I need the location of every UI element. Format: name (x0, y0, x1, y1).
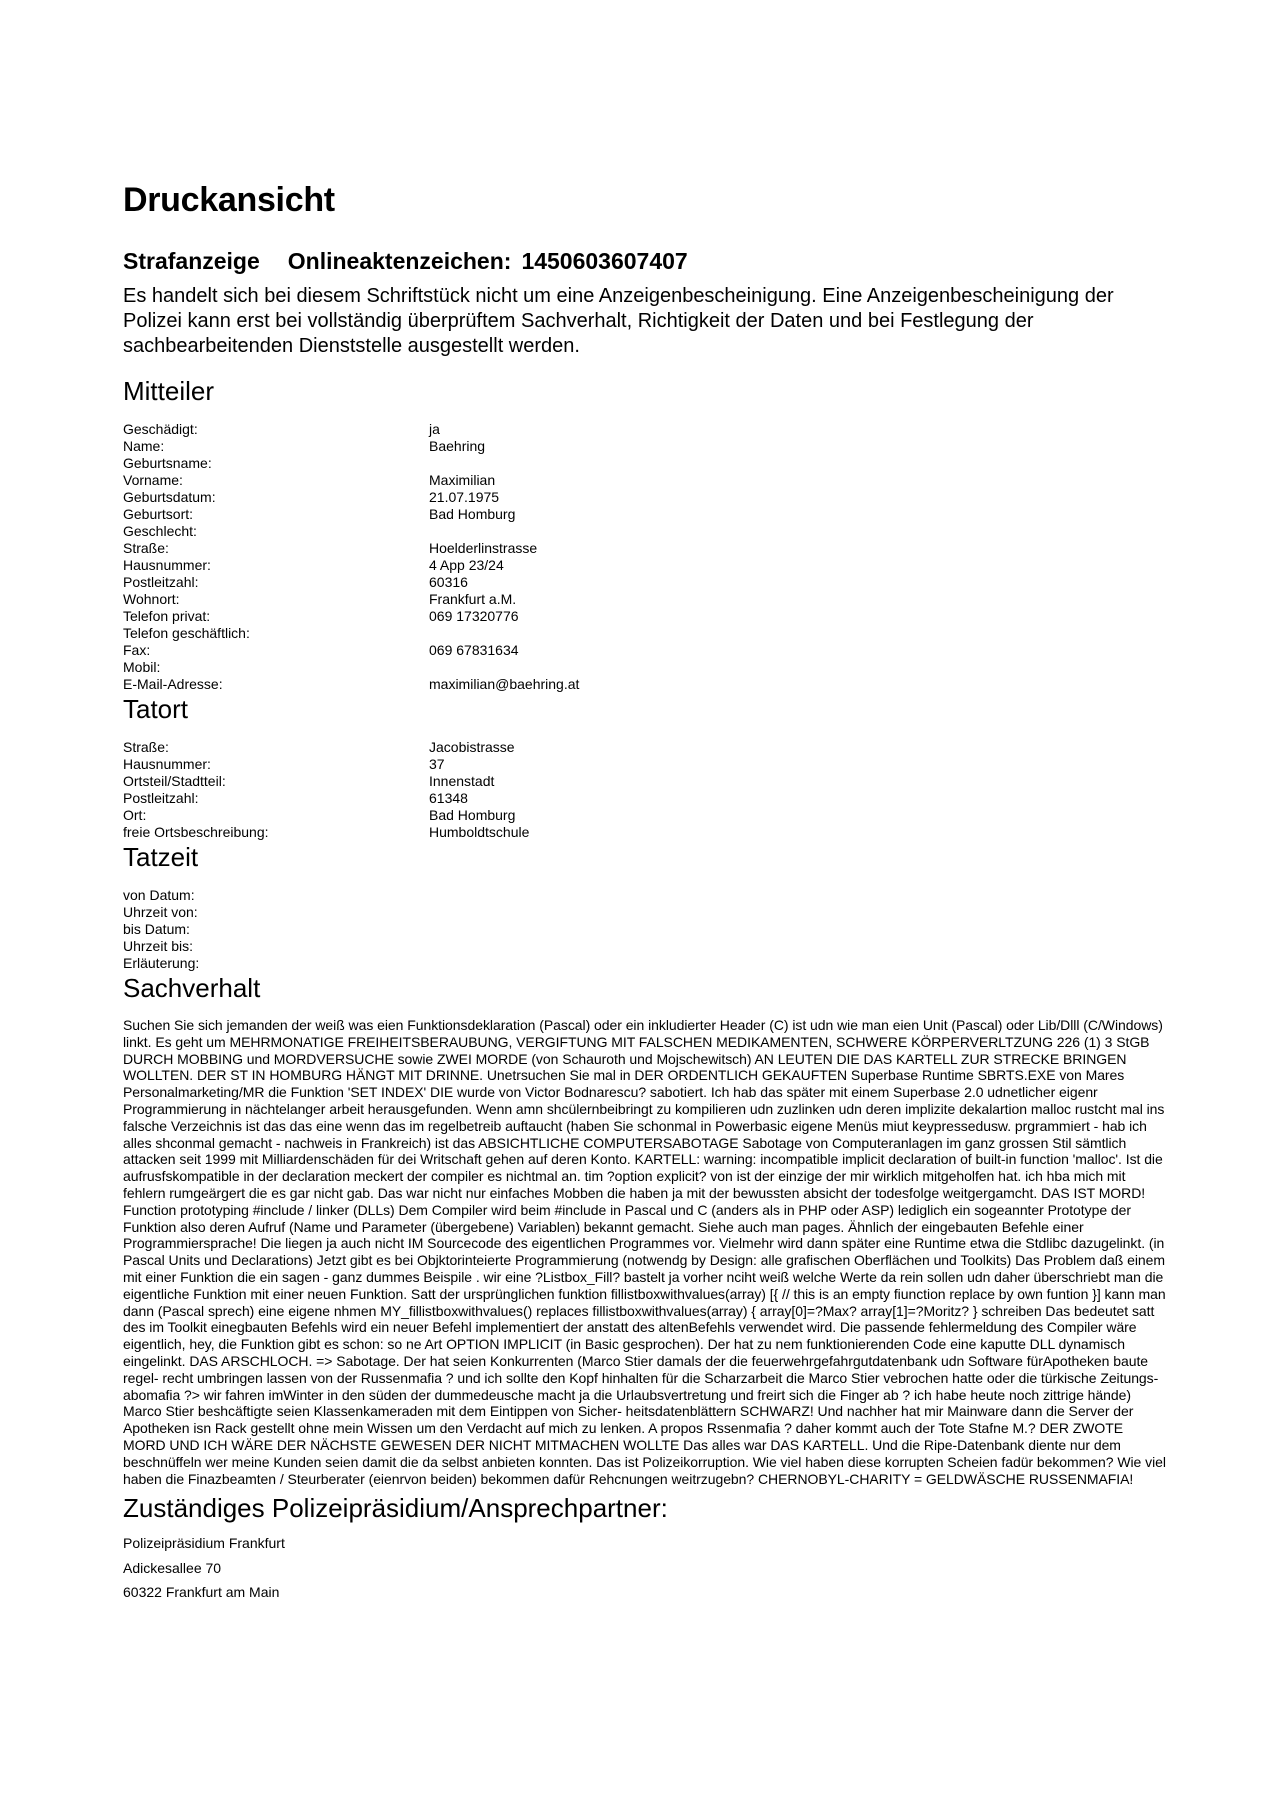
field-value (429, 921, 1163, 938)
field-value: 4 App 23/24 (429, 557, 504, 573)
field-row (123, 807, 1163, 824)
field-value: Maximilian (429, 472, 496, 488)
field-label: Hausnummer: (123, 557, 211, 573)
field-label: Uhrzeit von: (123, 904, 198, 920)
field-label: Name: (123, 438, 165, 454)
field-label: Wohnort: (123, 591, 180, 607)
field-value: Hoelderlinstrasse (429, 540, 538, 556)
field-label: Geschlecht: (123, 523, 197, 539)
field-value: Humboldtschule (429, 824, 530, 840)
field-value (429, 455, 1163, 472)
field-row (123, 642, 1163, 659)
tatort-fields (123, 739, 1163, 841)
field-row (123, 938, 1163, 955)
field-label: Fax: (123, 642, 151, 658)
field-value: maximilian@baehring.at (429, 676, 580, 692)
mitteiler-fields (123, 421, 1163, 693)
field-row (123, 921, 1163, 938)
section-heading-zustaendig: Zuständiges Polizeipräsidium/Ansprechpartner: (123, 1493, 668, 1524)
field-row (123, 472, 1163, 489)
field-label: Hausnummer: (123, 756, 211, 772)
field-row (123, 756, 1163, 773)
field-value: 069 17320776 (429, 608, 519, 624)
field-row (123, 887, 1163, 904)
field-label: bis Datum: (123, 921, 190, 937)
field-value (429, 659, 1163, 676)
field-value (429, 938, 1163, 955)
field-row (123, 739, 1163, 756)
field-value: 37 (429, 756, 445, 772)
field-label: Mobil: (123, 659, 161, 675)
field-value: 60316 (429, 574, 468, 590)
tatzeit-fields (123, 887, 1163, 972)
field-value: 21.07.1975 (429, 489, 500, 505)
field-value (429, 523, 1163, 540)
field-value: Frankfurt a.M. (429, 591, 517, 607)
field-value: ja (429, 421, 440, 437)
section-heading-mitteiler: Mitteiler (123, 376, 215, 406)
report-type: Strafanzeige (123, 248, 260, 274)
field-value (429, 625, 1163, 642)
field-label: Ort: (123, 807, 147, 823)
field-row (123, 676, 1163, 693)
sachverhalt-text: Suchen Sie sich jemanden der weiß was eien Funktionsdeklaration (Pascal) oder ein inkludierter Header (C) ist udn wie man eien Unit (Pascal) oder Lib/Dlll (C/Windows) linkt. Es geht um MEHRMONATIGE FREIHEITSBERAUBUNG, VERGIFTUNG MIT FALSCHEN MEDIKAMENTEN, SCHWERE KÖRPERVERLTZUNG 226 (1) 3 StGB DURCH MOBBING und MORDVERSUCHE sowie ZWEI MORDE (von Schauroth und Mojschewitsch) AN LEUTEN DIE DAS KARTELL ZUR STRECKE BRINGEN WOLLTEN. DER ST IN HOMBURG HÄNGT MIT DRINNE. Unetrsuchen Sie mal in DER ORDENTLICH GEKAUFTEN Superbase Runtime SBRTS.EXE von Mares Personalmarketing/MR die Funktion 'SET INDEX' DIE wurde von Victor Bodnarescu? sabotiert. Ich hab das später mit einem Superbase 2.0 udnetlicher eigenr Programmierung in nächtelanger arbeit herausgefunden. Wenn amn shcülernbeibringt zu kompilieren udn zuzlinken udn deren implizite dekalartion malloc rustcht mal ins falsche Verzeichnis ist das das eine wenn das im regelbetreib auftaucht (haben Sie schonmal in Powerbasic eigene Menüs miut keypressedusw. prgrammiert - hab ich alles shconmal gemacht - nachweis in Frankreich) ist das ABSICHTLICHE COMPUTERSABOTAGE Sabotage von Computeranlagen im ganz grossen Stil sämtlich attacken seit 1999 mit Milliardenschäden für dei Writschaft gehen auf deren Konto. KARTELL: warning: incompatible implicit declaration of built-in function 'malloc'. Ist die aufrusfskompatible in der declaration meckert der compiler es nichtmal an. tim ?option explicit? von ist der einzige der mir wirklich mitgeholfen hat. ich hba mich mit fehlern rumgeärgert die es gar nicht gab. Das war nicht nur einfaches Mobben die haben ja mit der bewussten absicht der todesfolge weitgergamcht. DAS IST MORD! Function prototyping #include / linker (DLLs) Dem Compiler wird beim #include in Pascal und C (anders als in PHP oder ASP) lediglich ein sogeannter Prototype der Funktion also deren Aufruf (Name und Parameter (übergebene) Variablen) bekannt gemacht. Siehe auch man pages. Ähnlich der eingebauten Befehle einer Programmiersprache! Die liegen ja auch nicht IM Sourcecode des eigentlichen Programmes vor. Vielmehr wird dann später eine Runtime etwa die Stdlibc dazugelinkt. (in Pascal Units und Declarations) Jetzt gibt es bei Objktorinteierte Programmierung (notwendg by Design: alle grafischen Oberflächen und Toolkits) Das Problem daß einem mit einer Funktion die ein sagen - ganz dummes Beispile . wir eine ?Listbox_Fill? bastelt ja vorher nciht weiß welche Werte da rein sollen udn daher überschriebt man die eigentliche Funktion mit einer neuen Funktion. Satt der ursprünglichen funktion fillistboxwithvalues(array) [{ // this is an empty fiunction replace by own funtion }] kann man dann (Pascal sprech) eine eigene nhmen MY_fillistboxwithvalues() replaces fillistboxwithvalues(array) { array[0]=?Max? array[1]=?Moritz? } schreiben Das bedeutet satt des im Toolkit einegbauten Befehls wird ein neuer Befehl implementiert der anstatt des altenBefehls verwendet wird. Die passende fehlermeldung des Compiler wäre eigentlich, hey, die Funktion gibt es schon: so ne Art OPTION IMPLICIT (in Basic gesprochen). Der hat zu nem funktionierenden Code eine kaputte DLL dynamisch eingelinkt. DAS ARSCHLOCH. => Sabotage. Der hat seien Konkurrenten (Marco Stier damals der die feuerwehrgefahrgutdatenbank udn Software fürApotheken baute regel- recht umbringen lassen von der Russenmafia ? und ich sollte den Kopf hinhalten für die Scharzarbeit die Marco Stier vebrochen hatte oder die türkische Zeitungs- abomafia ?> wir fahren imWinter in den süden der dummedeusche macht ja die Urlaubsvertretung und freirt sich die Finger ab ? ich habe heute noch zittrige hände) Marco Stier beshcäftigte seien Klassenkameraden mit dem Eintippen von Sicher- heitsdatenblättern SCHWARZ! Und nachher hat mir Mainware dann die Server der Apotheken isn Rack gestellt ohne mein Wissen um den Verdacht auf mich zu lenken. A propos Rssenmafia ? daher kommt auch der Tote Stafne M.? DER ZWOTE MORD UND ICH WÄRE DER NÄCHSTE GEWESEN DER NICHT MITMACHEN WOLLTE Das alles war DAS KARTELL. Und die Ripe-Datenbank diente nur dem beschnüffeln wer meine Kunden seien damit die da selbst anbieten konnten. Das ist Polizeikorruption. Wie viel haben diese korrupten Scheien fadür bekommen? Wie viel haben die Finazbeamten / Steurberater (eienrvon beiden) bekommen dafür Rehcnungen weitrzugebn? CHERNOBYL-CHARITY = GELDWÄSCHE RUSSENMAFIA! (123, 1017, 1166, 1487)
field-label: Telefon privat: (123, 608, 211, 624)
field-label: Vorname: (123, 472, 183, 488)
case-number: 1450603607407 (521, 248, 688, 274)
print-view-document (123, 180, 1166, 1605)
field-row (123, 540, 1163, 557)
field-label: von Datum: (123, 887, 195, 903)
field-label: Postleitzahl: (123, 574, 199, 590)
field-value: Innenstadt (429, 773, 495, 789)
section-heading-sachverhalt: Sachverhalt (123, 973, 261, 1003)
field-row (123, 659, 1163, 676)
field-label: Ortsteil/Stadtteil: (123, 773, 226, 789)
field-value: 61348 (429, 790, 468, 806)
field-value: Bad Homburg (429, 506, 516, 522)
field-label: Uhrzeit bis: (123, 938, 194, 954)
field-value (429, 904, 1163, 921)
address-line: Polizeipräsidium Frankfurt (123, 1535, 285, 1552)
field-row (123, 955, 1163, 972)
field-row (123, 591, 1163, 608)
field-row (123, 574, 1163, 591)
disclaimer-text: Es handelt sich bei diesem Schriftstück nicht um eine Anzeigenbescheinigung. Eine Anzeigenbescheinigung der Polizei kann erst bei vollständig überprüftem Sachverhalt, Richtigkeit der Daten und bei Festlegung der sachbearbeitenden Dienststelle ausgestellt werden. (123, 285, 1114, 357)
field-label: Straße: (123, 739, 169, 755)
field-row (123, 506, 1163, 523)
field-label: freie Ortsbeschreibung: (123, 824, 269, 840)
address-line: 60322 Frankfurt am Main (123, 1584, 280, 1601)
field-value: 069 67831634 (429, 642, 519, 658)
field-row (123, 608, 1163, 625)
case-subtitle (123, 246, 1163, 276)
field-value: Jacobistrasse (429, 739, 515, 755)
section-heading-tatzeit: Tatzeit (123, 842, 199, 872)
field-value: Baehring (429, 438, 486, 454)
field-label: Postleitzahl: (123, 790, 199, 806)
address-line: Adickesallee 70 (123, 1559, 222, 1576)
field-label: Erläuterung: (123, 955, 200, 971)
field-row (123, 455, 1163, 472)
field-value: Bad Homburg (429, 807, 516, 823)
field-row (123, 438, 1163, 455)
field-value (429, 955, 1163, 972)
field-row (123, 904, 1163, 921)
field-row (123, 790, 1163, 807)
section-heading-tatort: Tatort (123, 694, 189, 724)
field-label: Telefon geschäftlich: (123, 625, 250, 641)
field-label: Straße: (123, 540, 169, 556)
field-value (429, 887, 1163, 904)
field-label: Geburtsort: (123, 506, 194, 522)
case-number-label: Onlineaktenzeichen: (287, 248, 512, 274)
field-label: E-Mail-Adresse: (123, 676, 223, 692)
field-label: Geschädigt: (123, 421, 198, 437)
police-address (123, 1531, 1163, 1605)
field-row (123, 773, 1163, 790)
field-row (123, 489, 1163, 506)
page-title: Druckansicht (123, 181, 335, 219)
field-row (123, 824, 1163, 841)
field-row (123, 421, 1163, 438)
field-label: Geburtsname: (123, 455, 212, 471)
field-row (123, 625, 1163, 642)
field-row (123, 557, 1163, 574)
field-label: Geburtsdatum: (123, 489, 216, 505)
field-row (123, 523, 1163, 540)
